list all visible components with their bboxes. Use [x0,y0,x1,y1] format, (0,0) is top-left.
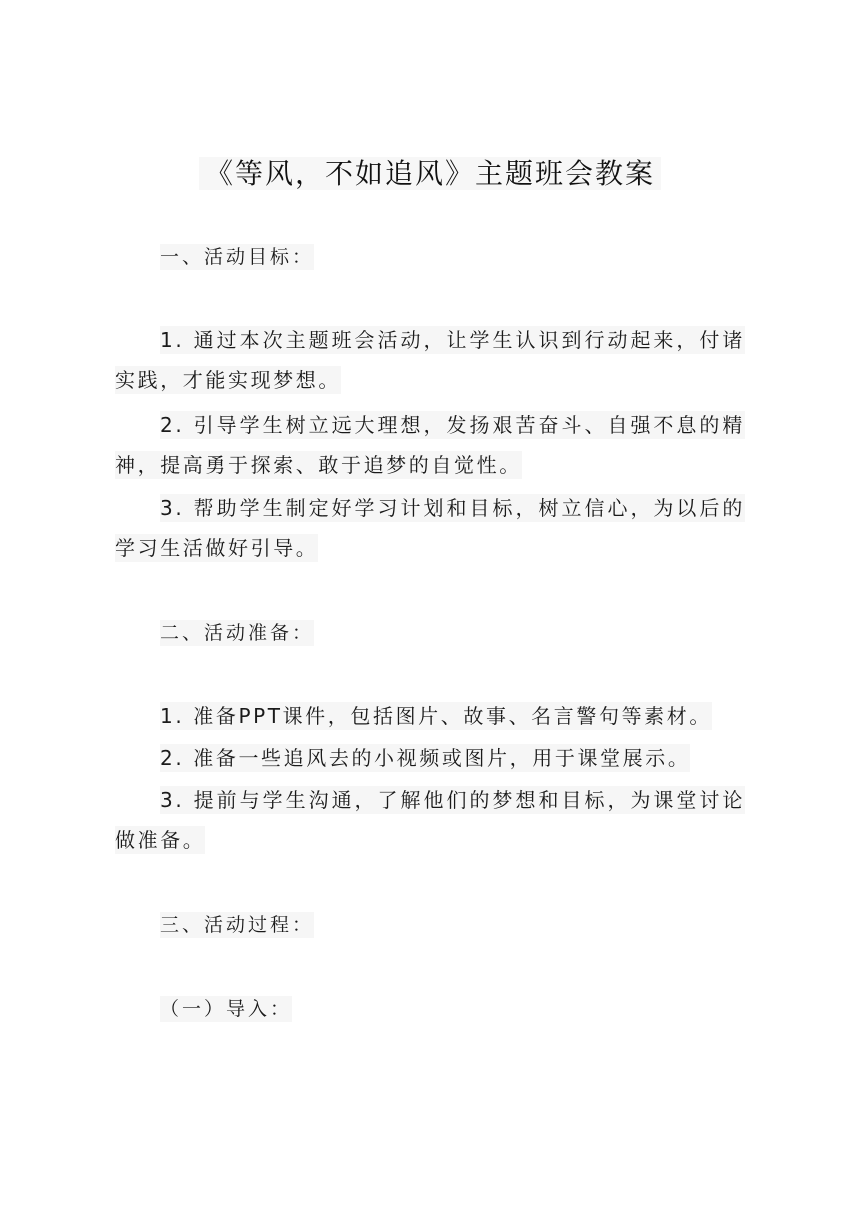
goal-item-3: 3. 帮助学生制定好学习计划和目标，树立信心，为以后的学习生活做好引导。 [115,496,745,560]
document-title [0,148,860,200]
goal-item-2: 2. 引导学生树立远大理想，发扬艰苦奋斗、自强不息的精神，提高勇于探索、敢于追梦的自觉性。 [115,413,745,477]
section-heading-goals: 一、活动目标： [160,246,315,268]
subheading-introduction: （一）导入： [160,998,293,1020]
prep-item-2: 2. 准备一些追风去的小视频或图片，用于课堂展示。 [160,746,691,770]
prep-item-1: 1. 准备PPT课件，包括图片、故事、名言警句等素材。 [160,704,712,728]
prep-item-3: 3. 提前与学生沟通，了解他们的梦想和目标，为课堂讨论做准备。 [115,788,745,852]
section-heading-process: 三、活动过程： [160,914,315,936]
document-title-text: 《等风，不如追风》主题班会教案 [199,157,661,190]
section-heading-preparation: 二、活动准备： [160,622,315,644]
goal-item-1: 1. 通过本次主题班会活动，让学生认识到行动起来，付诸实践，才能实现梦想。 [115,328,745,392]
